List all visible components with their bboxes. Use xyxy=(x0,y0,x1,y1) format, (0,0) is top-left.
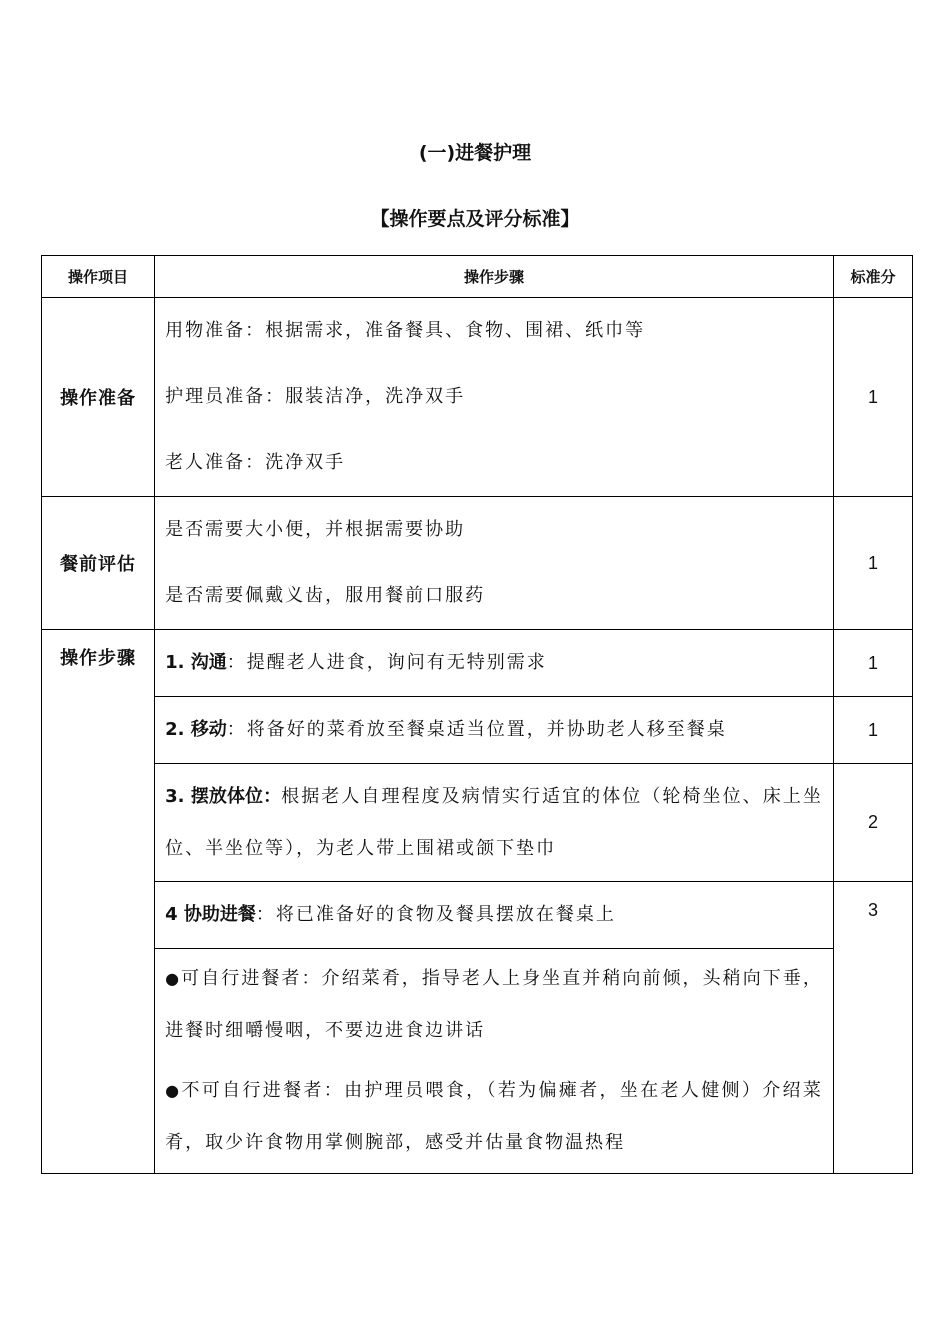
row-item-prep: 操作准备 xyxy=(42,298,155,497)
header-item: 操作项目 xyxy=(42,256,155,298)
row-item-ops: 操作步骤 xyxy=(42,630,155,1174)
prep-line-1: 用物准备：根据需求，准备餐具、食物、围裙、纸巾等 xyxy=(165,320,646,341)
step-3-label: 3. 摆放体位： xyxy=(165,785,282,807)
row-steps-assess xyxy=(155,497,834,630)
table-row xyxy=(42,764,913,882)
step-4-text: ：将已准备好的食物及餐具摆放在餐桌上 xyxy=(255,904,616,925)
assess-line-2: 是否需要佩戴义齿，服用餐前口服药 xyxy=(165,585,486,606)
step-1 xyxy=(155,630,834,697)
step-3-text: 根据老人自理程度及病情实行适宜的体位（轮椅坐位、床上坐位、半坐位等），为老人带上围裙或颌下垫巾 xyxy=(165,785,823,859)
step-4 xyxy=(155,882,834,949)
step-2-label: 2. 移动 xyxy=(165,719,227,740)
row-item-assess: 餐前评估 xyxy=(42,497,155,630)
page-subtitle: 【操作要点及评分标准】 xyxy=(370,208,580,230)
step-2-score: 1 xyxy=(833,697,912,764)
header-steps: 操作步骤 xyxy=(155,256,834,298)
row-score-prep: 1 xyxy=(833,298,912,497)
step-1-score: 1 xyxy=(833,630,912,697)
row-steps-prep xyxy=(155,298,834,497)
table-row xyxy=(42,949,913,1174)
table-row xyxy=(42,697,913,764)
bullet-icon: ● xyxy=(165,969,182,988)
table-row xyxy=(42,882,913,949)
step-1-label: 1. 沟通 xyxy=(165,652,227,673)
step-2-text: ：将备好的菜肴放至餐桌适当位置，并协助老人移至餐桌 xyxy=(226,719,727,740)
step-4b-text: 不可自行进餐者：由护理员喂食，（若为偏瘫者，坐在老人健侧）介绍菜肴，取少许食物用掌侧腕部，感受并估量食物温热程 xyxy=(165,1080,823,1153)
header-score: 标准分 xyxy=(833,256,912,298)
prep-line-3: 老人准备：洗净双手 xyxy=(165,452,346,473)
step-2 xyxy=(155,697,834,764)
step-4-details xyxy=(155,949,834,1174)
step-1-text: ：提醒老人进食，询问有无特别需求 xyxy=(226,652,547,673)
prep-line-2: 护理员准备：服装洁净，洗净双手 xyxy=(165,386,466,407)
assess-line-1: 是否需要大小便，并根据需要协助 xyxy=(165,519,466,540)
table-header-row xyxy=(42,256,913,298)
table-row xyxy=(42,630,913,697)
table-row xyxy=(42,497,913,630)
step-3 xyxy=(155,764,834,882)
table-row xyxy=(42,298,913,497)
step-4a-text: 可自行进餐者：介绍菜肴，指导老人上身坐直并稍向前倾，头稍向下垂，进餐时细嚼慢咽，不要边进食边讲话 xyxy=(165,968,823,1041)
step-4-label: 4 协助进餐 xyxy=(165,904,256,925)
step-3-score: 2 xyxy=(833,764,912,882)
page-title: (一)进餐护理 xyxy=(418,142,532,164)
bullet-icon: ● xyxy=(165,1081,182,1100)
step-4-score: 3 xyxy=(833,882,912,1174)
scoring-table xyxy=(41,255,913,1174)
row-score-assess: 1 xyxy=(833,497,912,630)
